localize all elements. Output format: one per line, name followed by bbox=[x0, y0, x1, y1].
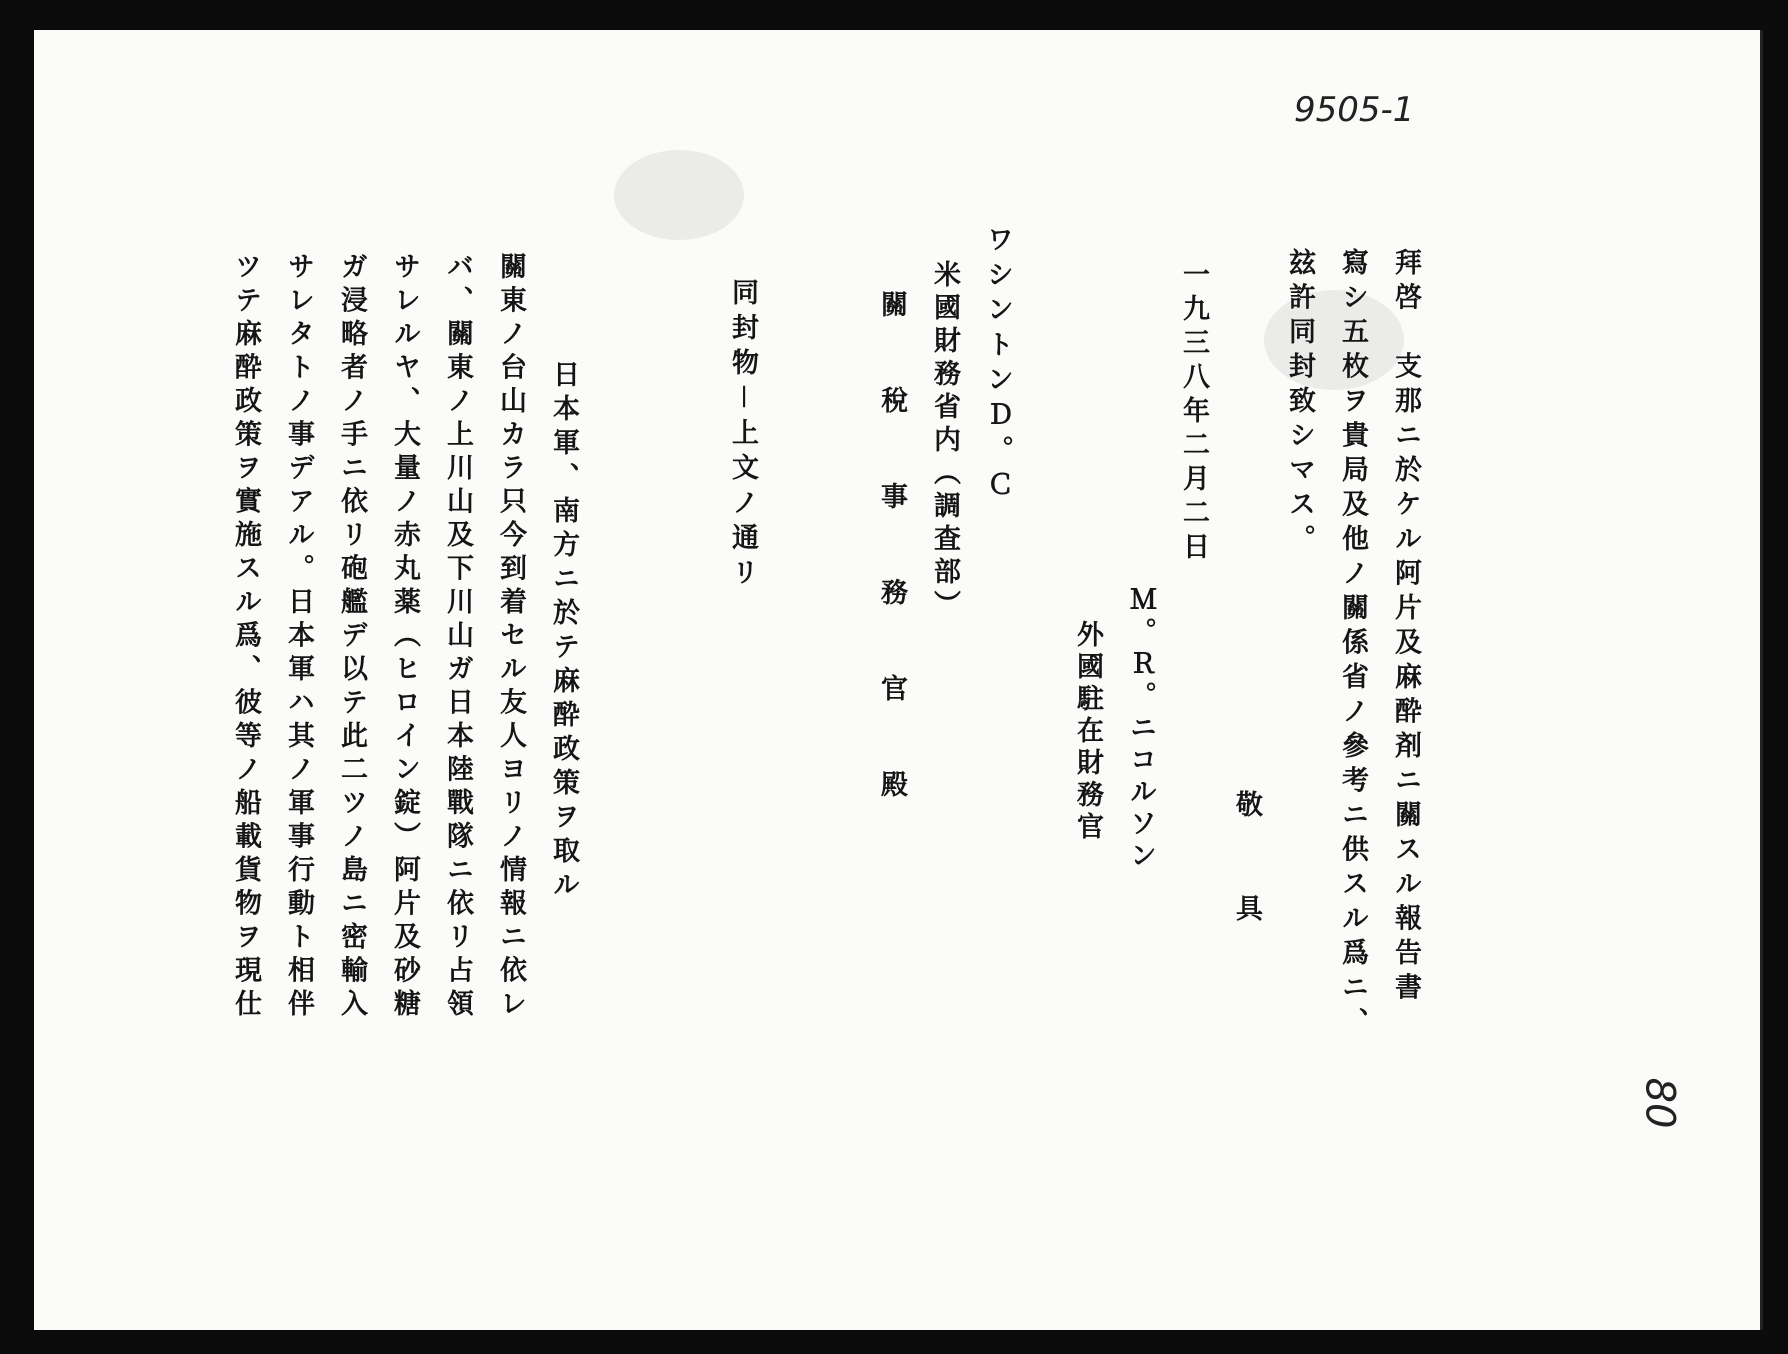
address-line: 米國財務省内（調査部） bbox=[929, 260, 960, 623]
closing: 敬 具 bbox=[1231, 790, 1262, 946]
page-mark: 80 bbox=[1636, 1077, 1683, 1129]
address-line: ワシントンＤ。Ｃ bbox=[982, 225, 1013, 505]
text-column: 寫シ五枚ヲ貴局及他ノ關係省ノ參考ニ供スル爲ニ、 bbox=[1337, 248, 1368, 1042]
date: 一九三八年二月二日 bbox=[1178, 260, 1209, 566]
enclosure-heading: 日本軍、南方ニ於テ麻酔政策ヲ取ル bbox=[548, 360, 579, 904]
text-column: ツテ麻酔政策ヲ實施スル爲、彼等ノ船載貨物ヲ現仕 bbox=[230, 252, 261, 1023]
signatory-name: Ｍ。Ｒ。ニコルソン bbox=[1125, 585, 1156, 873]
text-column: サレタトノ事デアル。日本軍ハ其ノ軍事行動ト相伴 bbox=[283, 252, 314, 1023]
signatory-title: 外國駐在財務官 bbox=[1072, 620, 1103, 844]
text-column: 關東ノ台山カラ只今到着セル友人ヨリノ情報ニ依レ bbox=[495, 252, 526, 1023]
address-line: 關 稅 事 務 官 殿 bbox=[876, 290, 907, 818]
text-column: ガ浸略者ノ手ニ依リ砲艦デ以テ此二ツノ島ニ密輸入 bbox=[336, 252, 367, 1023]
text-column: 玆許同封致シマス。 bbox=[1284, 248, 1315, 559]
file-number: 9505-1 bbox=[1294, 90, 1415, 130]
text-column: バ、關東ノ上川山及下川山ガ日本陸戰隊ニ依リ占領 bbox=[442, 252, 473, 1023]
stain bbox=[614, 150, 744, 240]
text-column: サレルヤ、大量ノ赤丸薬（ヒロイン錠）阿片及砂糖 bbox=[389, 252, 420, 1023]
document-page bbox=[34, 30, 1763, 1330]
enclosure-note: 同封物－上文ノ通リ bbox=[727, 278, 758, 593]
text-column: 拜啓 支那ニ於ケル阿片及麻酔剤ニ關スル報告書 bbox=[1390, 248, 1421, 1007]
